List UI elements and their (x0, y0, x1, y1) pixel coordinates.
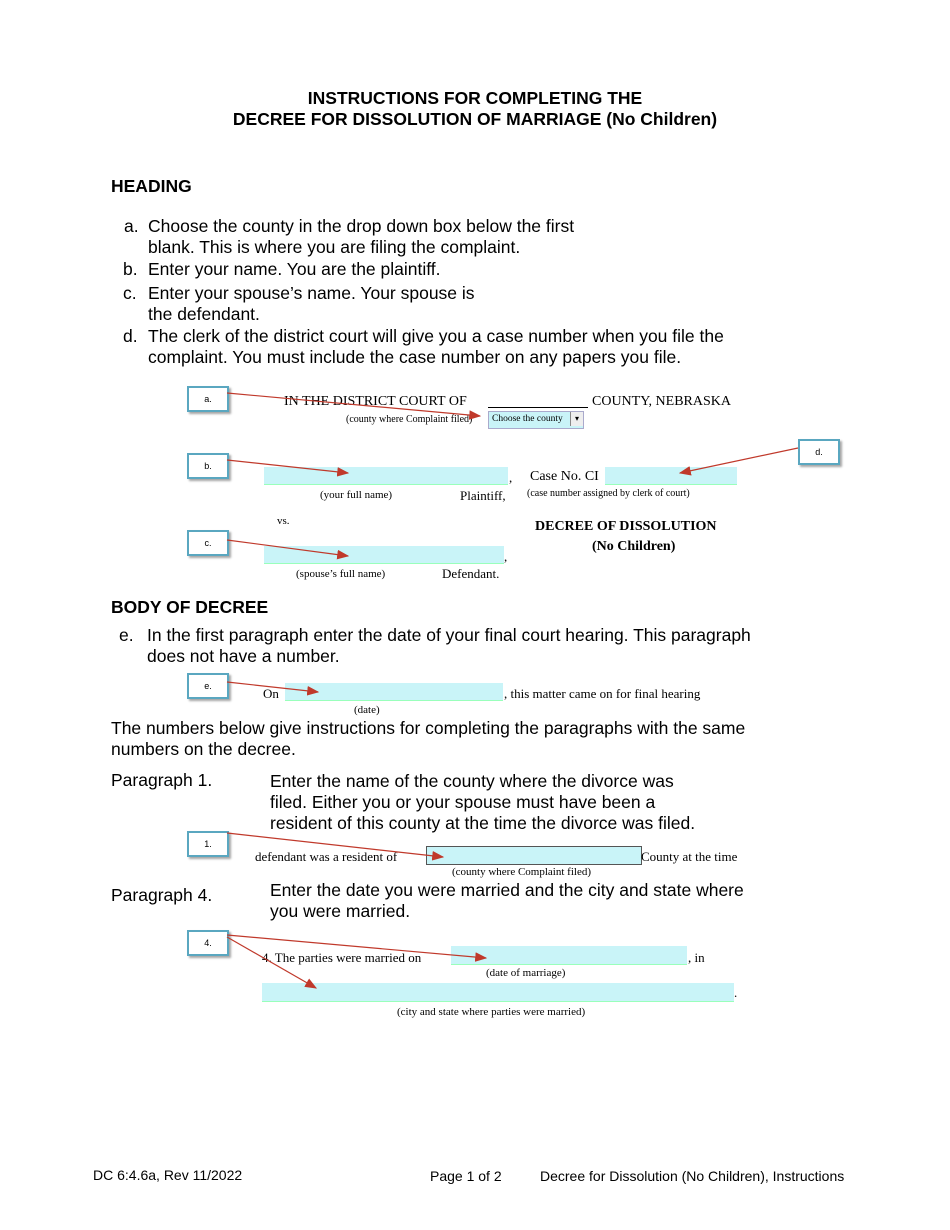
heading-item-a-text (148, 216, 848, 258)
paragraph-1-label: Paragraph 1. (111, 770, 213, 790)
resident-text: defendant was a resident of (255, 849, 398, 864)
item-text: does not have a number. (147, 646, 340, 666)
spouse-caption: (spouse’s full name) (296, 568, 386, 580)
item-text: In the first paragraph enter the date of your final court hearing. This paragraph (147, 625, 751, 645)
body-section-title: BODY OF DECREE (111, 597, 269, 617)
vs-label: vs. (277, 515, 290, 527)
heading-item-c-marker: c. (123, 283, 137, 303)
body-item-e-marker: e. (119, 625, 134, 645)
paragraph-text: filed. Either you or your spouse must have been a (270, 792, 656, 812)
heading-item-a (124, 216, 139, 237)
matter-text: , this matter came on for final hearing (504, 686, 701, 701)
county-time-text: County at the time (641, 849, 738, 864)
heading-item-d-text (148, 326, 868, 368)
item-text: blank. This is where you are filing the complaint. (148, 237, 521, 257)
callout-d: d. (798, 439, 840, 465)
paragraph-4-text (270, 880, 830, 922)
chevron-down-icon[interactable]: ▾ (570, 412, 583, 426)
case-caption: (case number assigned by clerk of court) (527, 488, 690, 499)
paragraph-text: Enter the date you were married and the city and state where (270, 880, 744, 900)
heading-item-b-text: Enter your name. You are the plaintiff. (148, 259, 441, 279)
heading-section-title: HEADING (111, 176, 192, 196)
county-caption: (county where Complaint filed) (346, 414, 473, 425)
resident-county-field[interactable] (426, 846, 642, 865)
county-dropdown[interactable] (488, 411, 584, 429)
heading-item-c-text (148, 283, 475, 325)
paragraph-1-text (270, 771, 830, 834)
in-text: , in (688, 950, 705, 965)
heading-item-b-marker: b. (123, 259, 138, 279)
item-text: The clerk of the district court will give you a case number when you file the (148, 326, 724, 346)
numbers-intro (111, 718, 871, 760)
item-text: complaint. You must include the case number on any papers you file. (148, 347, 682, 367)
intro-text: The numbers below give instructions for completing the paragraphs with the same (111, 718, 746, 738)
on-label: On (263, 686, 279, 701)
item-text: Enter your spouse’s name. Your spouse is (148, 283, 475, 303)
comma: , (509, 470, 513, 485)
married-text: 4. The parties were married on (262, 950, 422, 965)
comma: , (504, 549, 508, 564)
item-marker: a. (124, 216, 139, 236)
callout-b: b. (187, 453, 229, 479)
defendant-label: Defendant. (442, 566, 500, 581)
decree-title-1: DECREE OF DISSOLUTION (535, 519, 717, 534)
footer-page-number: Page 1 of 2 (430, 1168, 502, 1184)
paragraph-text: resident of this county at the time the divorce was filed. (270, 813, 696, 833)
county-blank-line (488, 393, 588, 408)
date-caption: (date) (354, 704, 380, 716)
paragraph-text: Enter the name of the county where the divorce was (270, 771, 674, 791)
callout-4: 4. (187, 930, 229, 956)
defendant-name-field[interactable] (264, 546, 504, 564)
court-heading-left: IN THE DISTRICT COURT OF (284, 394, 467, 409)
callout-c: c. (187, 530, 229, 556)
plaintiff-name-field[interactable] (264, 467, 508, 485)
county-caption-2: (county where Complaint filed) (452, 866, 591, 878)
marriage-place-field[interactable] (262, 983, 734, 1002)
marriage-date-caption: (date of marriage) (486, 967, 566, 979)
item-text: the defendant. (148, 304, 260, 324)
paragraph-text: you were married. (270, 901, 411, 921)
decree-title-2: (No Children) (592, 539, 676, 554)
hearing-date-field[interactable] (285, 683, 503, 701)
period: . (734, 985, 738, 1000)
paragraph-4-label: Paragraph 4. (111, 885, 213, 905)
plaintiff-label: Plaintiff, (460, 488, 506, 503)
document-title-line2: DECREE FOR DISSOLUTION OF MARRIAGE (No Children) (232, 109, 718, 129)
intro-text: numbers on the decree. (111, 739, 296, 759)
body-item-e-text (147, 625, 867, 667)
item-text: Choose the county in the drop down box below the first (148, 216, 575, 236)
document-title-line1: INSTRUCTIONS FOR COMPLETING THE (307, 88, 643, 108)
marriage-date-field[interactable] (451, 946, 687, 965)
footer-document-name: Decree for Dissolution (No Children), Instructions (540, 1168, 845, 1184)
footer-form-code: DC 6:4.6a, Rev 11/2022 (93, 1167, 243, 1183)
callout-a: a. (187, 386, 229, 412)
callout-1: 1. (187, 831, 229, 857)
marriage-place-caption: (city and state where parties were married) (397, 1006, 586, 1018)
full-name-caption: (your full name) (320, 489, 393, 501)
case-number-field[interactable] (605, 467, 737, 485)
court-heading-right: COUNTY, NEBRASKA (592, 394, 731, 409)
county-dropdown-value: Choose the county (492, 414, 563, 424)
case-no-label: Case No. CI (530, 469, 599, 484)
callout-e: e. (187, 673, 229, 699)
heading-item-d-marker: d. (123, 326, 138, 346)
